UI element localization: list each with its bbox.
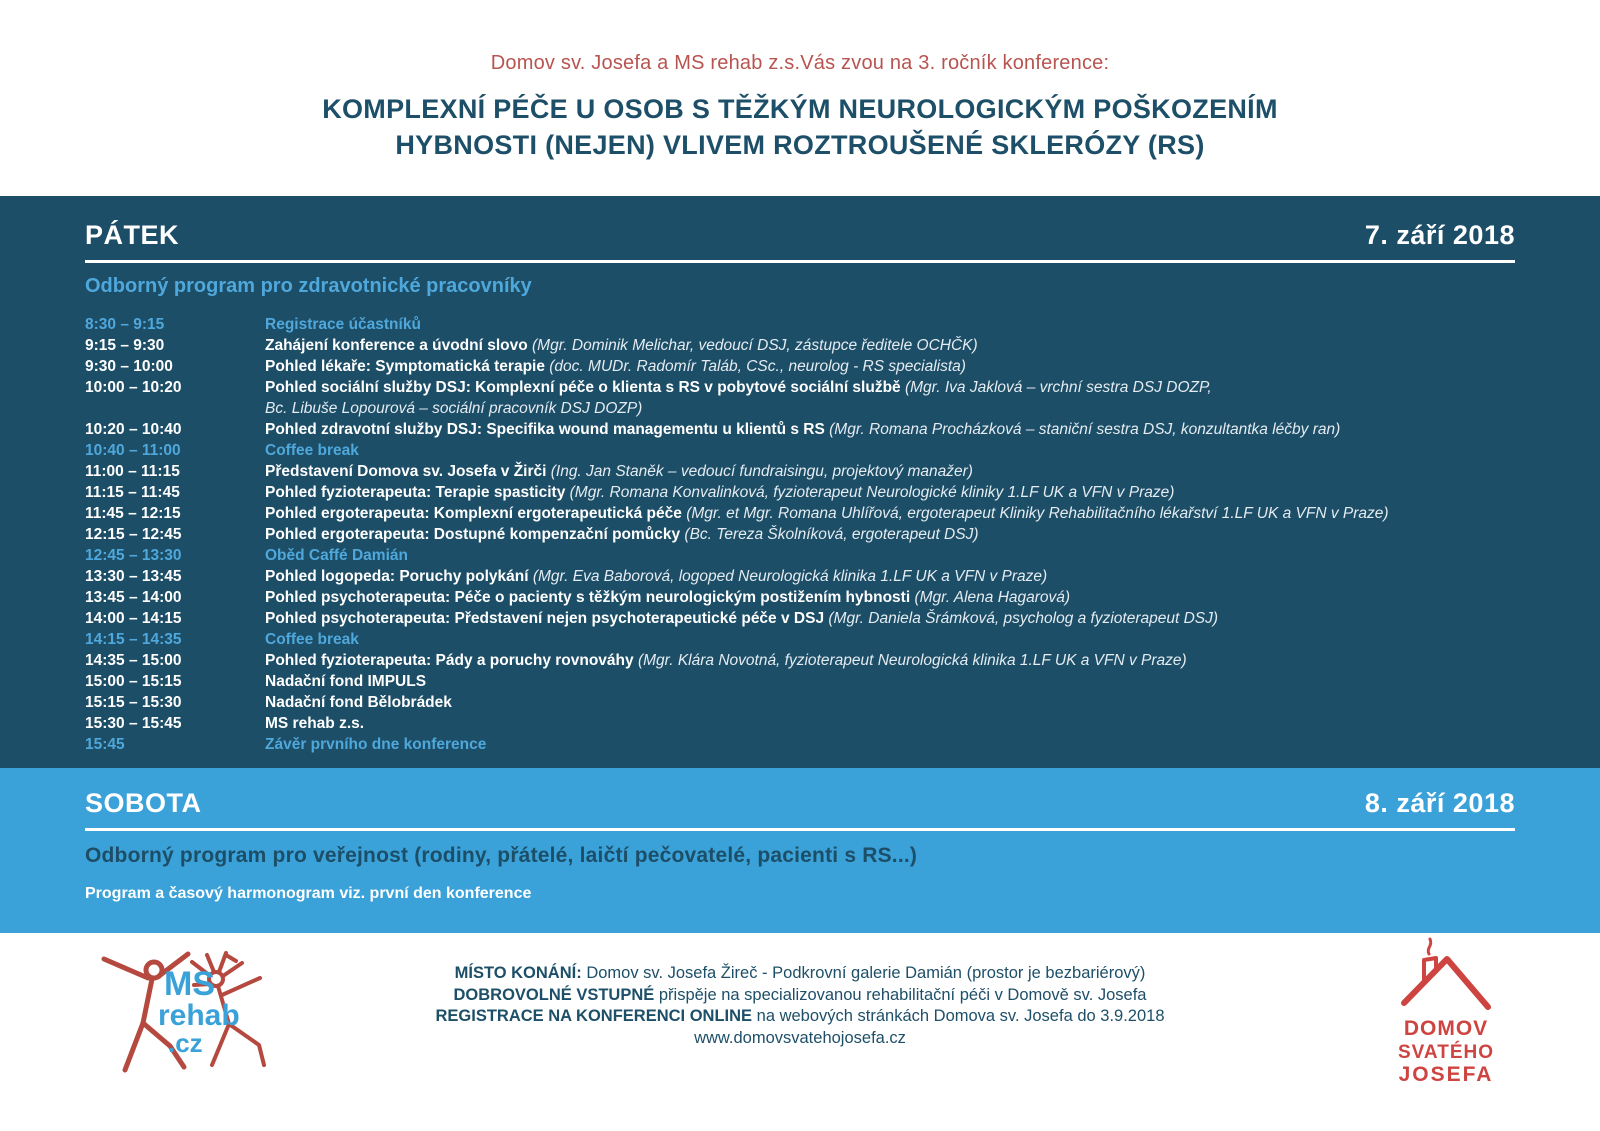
schedule-title: Pohled logopeda: Poruchy polykání	[265, 568, 529, 585]
saturday-divider	[85, 828, 1515, 831]
schedule-speaker: (Mgr. Eva Baborová, logoped Neurologická klinika 1.LF UK a VFN v Praze)	[528, 568, 1048, 585]
schedule-row	[85, 713, 1515, 734]
schedule-time: 10:20 – 10:40	[85, 421, 182, 438]
schedule-time: 11:15 – 11:45	[85, 484, 180, 501]
schedule-row	[85, 608, 1515, 629]
header	[0, 0, 1600, 196]
domov-logo-text	[1398, 1017, 1494, 1086]
schedule-speaker: (Bc. Tereza Školníková, ergoterapeut DSJ)	[680, 526, 979, 543]
schedule-title: Coffee break	[265, 442, 359, 459]
schedule-row	[85, 650, 1515, 671]
schedule-speaker: (Ing. Jan Staněk – vedoucí fundraisingu, projektový manažer)	[546, 463, 973, 480]
schedule-title: Pohled ergoterapeuta: Komplexní ergoterapeutická péče	[265, 505, 682, 522]
friday-subtitle: Odborný program pro zdravotnické pracovníky	[85, 275, 532, 297]
website-link[interactable]: www.domovsvatehojosefa.cz	[694, 1028, 906, 1047]
invite-line: Domov sv. Josefa a MS rehab z.s.Vás zvou na 3. ročník konference:	[490, 52, 1110, 74]
schedule-time: 14:35 – 15:00	[85, 652, 182, 669]
schedule-description	[265, 461, 1515, 482]
schedule-description	[265, 377, 1515, 419]
svg-text:JOSEFA: JOSEFA	[1398, 1063, 1494, 1086]
schedule-row	[85, 734, 1515, 755]
schedule-title: Coffee break	[265, 631, 359, 648]
svg-text:rehab: rehab	[158, 999, 240, 1032]
saturday-day-row	[85, 788, 1515, 819]
schedule-row	[85, 377, 1515, 419]
ms-rehab-logo	[66, 947, 278, 1085]
schedule-description	[265, 671, 1515, 692]
schedule-time: 10:40 – 11:00	[85, 442, 181, 459]
schedule-description	[265, 692, 1515, 713]
friday-schedule	[85, 314, 1515, 755]
schedule-description	[265, 524, 1515, 545]
schedule-time: 11:00 – 11:15	[85, 463, 180, 480]
schedule-description	[265, 356, 1515, 377]
footer	[0, 933, 1600, 1131]
schedule-time: 15:45	[85, 736, 125, 753]
schedule-description	[265, 482, 1515, 503]
conference-title-line1: KOMPLEXNÍ PÉČE U OSOB S TĚŽKÝM NEUROLOGICKÝM POŠKOZENÍM	[322, 94, 1278, 124]
schedule-title: MS rehab z.s.	[265, 715, 365, 732]
schedule-speaker: (Mgr. Dominik Melichar, vedoucí DSJ, zástupce ředitele OCHČK)	[527, 337, 978, 354]
friday-day-label: PÁTEK	[85, 220, 180, 250]
entry-text: přispěje na specializovanou rehabilitační péči v Domově sv. Josefa	[654, 985, 1147, 1004]
schedule-speaker: (Mgr. Klára Novotná, fyzioterapeut Neurologická klinika 1.LF UK a VFN v Praze)	[633, 652, 1187, 669]
schedule-speaker: (Mgr. Romana Konvalinková, fyzioterapeut Neurologické kliniky 1.LF UK a VFN v Praze)	[565, 484, 1175, 501]
schedule-title: Pohled lékaře: Symptomatická terapie	[265, 358, 545, 375]
schedule-row	[85, 419, 1515, 440]
svg-text:MS: MS	[164, 965, 215, 1003]
schedule-title: Pohled zdravotní služby DSJ: Specifika wound managementu u klientů s RS	[265, 421, 825, 438]
schedule-time: 14:15 – 14:35	[85, 631, 182, 648]
schedule-title: Nadační fond Bělobrádek	[265, 694, 452, 711]
schedule-title: Pohled fyzioterapeuta: Terapie spasticity	[265, 484, 566, 501]
schedule-title: Závěr prvního dne konference	[265, 736, 487, 753]
schedule-description	[265, 566, 1515, 587]
schedule-description	[265, 335, 1515, 356]
friday-divider	[85, 260, 1515, 263]
schedule-title: Pohled psychoterapeuta: Představení nejen psychoterapeutické péče v DSJ	[265, 610, 825, 627]
schedule-row	[85, 629, 1515, 650]
saturday-day-label: SOBOTA	[85, 788, 202, 818]
svg-text:SVATÉHO: SVATÉHO	[1397, 1042, 1495, 1063]
domov-svateho-josefa-logo	[1394, 937, 1498, 1087]
schedule-speaker: (Mgr. et Mgr. Romana Uhlířová, ergoterapeut Kliniky Rehabilitačního lékařství 1.LF UK a VFN v Praze)	[681, 505, 1389, 522]
schedule-description	[265, 734, 1515, 755]
schedule-speaker: (Mgr. Iva Jaklová – vrchní sestra DSJ DOZP,	[900, 379, 1212, 396]
schedule-title: Zahájení konference a úvodní slovo	[265, 337, 528, 354]
friday-day-row	[85, 220, 1515, 251]
saturday-note: Program a časový harmonogram viz. první den konference	[85, 885, 532, 902]
schedule-row	[85, 482, 1515, 503]
venue-text: Domov sv. Josefa Žireč - Podkrovní galerie Damián (prostor je bezbariérový)	[581, 964, 1146, 982]
schedule-description	[265, 503, 1515, 524]
saturday-section	[0, 768, 1600, 933]
schedule-row	[85, 566, 1515, 587]
schedule-speaker: (Mgr. Daniela Šrámková, psycholog a fyzioterapeut DSJ)	[824, 610, 1219, 627]
schedule-time: 14:00 – 14:15	[85, 610, 182, 627]
registration-text: na webových stránkách Domova sv. Josefa do 3.9.2018	[752, 1007, 1165, 1025]
schedule-row	[85, 335, 1515, 356]
schedule-title: Pohled fyzioterapeuta: Pády a poruchy rovnováhy	[265, 652, 634, 669]
schedule-time: 11:45 – 12:15	[85, 505, 181, 522]
schedule-title: Pohled psychoterapeuta: Péče o pacienty s těžkým neurologickým postižením hybnosti	[265, 589, 911, 606]
schedule-row	[85, 503, 1515, 524]
schedule-speaker: (doc. MUDr. Radomír Taláb, CSc., neurolog - RS specialista)	[544, 358, 966, 375]
schedule-time: 9:30 – 10:00	[85, 358, 173, 375]
domov-logo-house-icon	[1404, 939, 1488, 1007]
schedule-title: Pohled sociální služby DSJ: Komplexní péče o klienta s RS v pobytové sociální službě	[265, 379, 901, 396]
schedule-time: 15:30 – 15:45	[85, 715, 182, 732]
schedule-time: 15:00 – 15:15	[85, 673, 182, 690]
friday-date: 7. září 2018	[1364, 220, 1515, 250]
schedule-row	[85, 356, 1515, 377]
schedule-row	[85, 440, 1515, 461]
venue-label: MÍSTO KONÁNÍ:	[454, 964, 582, 982]
schedule-description	[265, 545, 1515, 566]
conference-title	[0, 91, 1600, 163]
schedule-time: 15:15 – 15:30	[85, 694, 182, 711]
schedule-row	[85, 545, 1515, 566]
schedule-description	[265, 587, 1515, 608]
schedule-description	[265, 314, 1515, 335]
schedule-title: Pohled ergoterapeuta: Dostupné kompenzační pomůcky	[265, 526, 681, 543]
schedule-title: Představení Domova sv. Josefa v Žirči	[265, 463, 547, 480]
saturday-subtitle: Odborný program pro veřejnost (rodiny, přátelé, laičtí pečovatelé, pacienti s RS...)	[85, 844, 918, 867]
schedule-description	[265, 713, 1515, 734]
svg-text:.cz: .cz	[168, 1028, 203, 1058]
schedule-row	[85, 524, 1515, 545]
schedule-row	[85, 314, 1515, 335]
schedule-time: 12:45 – 13:30	[85, 547, 182, 564]
ms-rehab-logo-text	[158, 965, 240, 1058]
schedule-title: Registrace účastníků	[265, 316, 421, 333]
schedule-description	[265, 608, 1515, 629]
schedule-time: 8:30 – 9:15	[85, 316, 165, 333]
schedule-title: Nadační fond IMPULS	[265, 673, 427, 690]
schedule-time: 12:15 – 12:45	[85, 526, 182, 543]
schedule-time: 13:45 – 14:00	[85, 589, 182, 606]
schedule-speaker-continued: Bc. Libuše Lopourová – sociální pracovník DSJ DOZP)	[265, 400, 643, 417]
schedule-title: Oběd Caffé Damián	[265, 547, 408, 564]
schedule-time: 10:00 – 10:20	[85, 379, 182, 396]
schedule-description	[265, 419, 1515, 440]
schedule-description	[265, 650, 1515, 671]
schedule-row	[85, 587, 1515, 608]
schedule-speaker: (Mgr. Romana Procházková – staniční sestra DSJ, konzultantka léčby ran)	[824, 421, 1341, 438]
schedule-row	[85, 692, 1515, 713]
svg-text:DOMOV: DOMOV	[1403, 1017, 1489, 1040]
registration-label: REGISTRACE NA KONFERENCI ONLINE	[435, 1007, 753, 1025]
friday-section	[0, 196, 1600, 768]
entry-label: DOBROVOLNÉ VSTUPNÉ	[453, 985, 655, 1004]
schedule-speaker: (Mgr. Alena Hagarová)	[910, 589, 1071, 606]
schedule-description	[265, 440, 1515, 461]
schedule-row	[85, 461, 1515, 482]
schedule-time: 13:30 – 13:45	[85, 568, 182, 585]
schedule-time: 9:15 – 9:30	[85, 337, 165, 354]
saturday-date: 8. září 2018	[1364, 788, 1515, 818]
schedule-description	[265, 629, 1515, 650]
conference-title-line2: HYBNOSTI (NEJEN) VLIVEM ROZTROUŠENÉ SKLERÓZY (RS)	[395, 130, 1205, 160]
schedule-row	[85, 671, 1515, 692]
